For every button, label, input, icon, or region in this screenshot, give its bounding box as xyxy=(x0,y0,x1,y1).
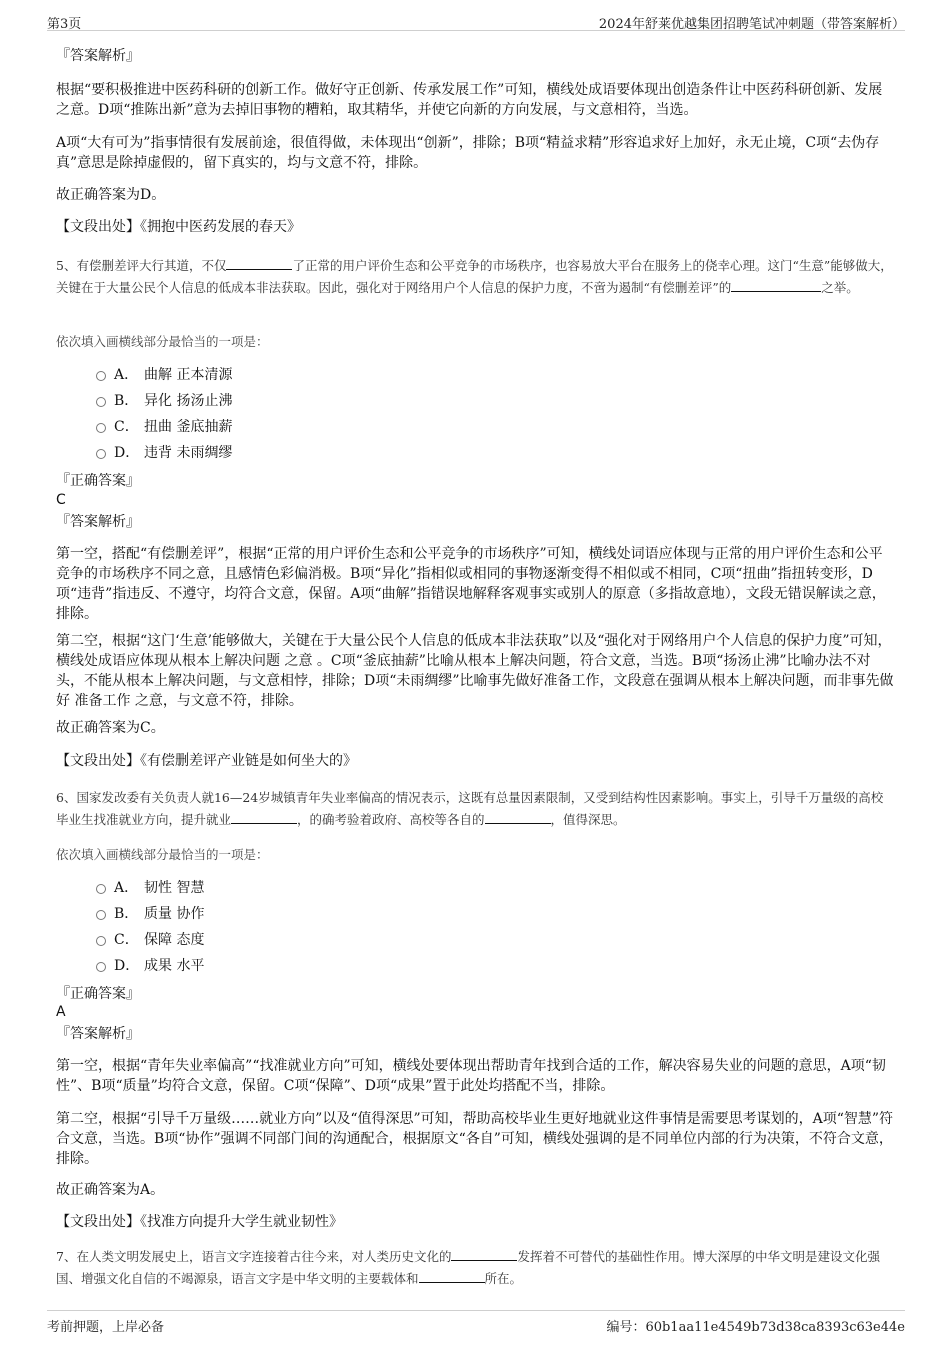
question-5-stem: 5、有偿删差评大行其道，不仅 了正常的用户评价生态和公平竞争的市场秩序，也容易放大平台在服务上的侥幸心理。这门“生意”能够做大，关键在于大量公民个人信息的低成本非法获取。因此，强化对于网络用户个人信息的保护力度，不啻为遏制“有偿删差评”的 之举。 xyxy=(56,258,893,295)
analysis-conclusion: 故正确答案为D。 xyxy=(56,187,166,203)
correct-answer-label: 『正确答案』 xyxy=(56,473,140,489)
question-6-stem: 6、国家发改委有关负责人就16—24岁城镇青年失业率偏高的情况表示，这既有总量因素限制，又受到结构性因素影响。事实上，引导千万量级的高校毕业生找准就业方向，提升就业 ，的确考验着政府、高校等各自的 ，值得深思。 xyxy=(56,790,884,827)
analysis-label: 『答案解析』 xyxy=(56,514,140,530)
option-c[interactable]: C． 扭曲 釜底抽薪 xyxy=(56,414,232,440)
radio-icon[interactable] xyxy=(96,910,106,920)
radio-icon[interactable] xyxy=(96,371,106,381)
fill-blank xyxy=(226,257,292,270)
fill-blank xyxy=(731,279,821,292)
option-a[interactable]: A． 韧性 智慧 xyxy=(56,875,204,901)
fill-blank xyxy=(419,1270,485,1283)
page-footer xyxy=(47,1310,905,1337)
analysis-label: 『答案解析』 xyxy=(56,48,140,64)
option-d[interactable]: D． 违背 未雨绸缪 xyxy=(56,440,232,466)
document-id: 编号：60b1aa11e4549b73d38ca8393c63e44e xyxy=(606,1320,905,1335)
question-instruction: 依次填入画横线部分最恰当的一项是： xyxy=(56,847,269,862)
analysis-paragraph: 第二空，根据“引导千万量级……就业方向”以及“值得深思”可知，帮助高校毕业生更好地就业这件事情是需要思考谋划的，A项“智慧”符合文意，当选。B项“协作”强调不同部门间的沟通配合，根据原文“各自”可知，横线处强调的是不同单位内部的行为决策，不符合文意，排除。 xyxy=(56,1111,894,1167)
radio-icon[interactable] xyxy=(96,884,106,894)
option-b[interactable]: B． 质量 协作 xyxy=(56,901,204,927)
analysis-paragraph: A项“大有可为”指事情很有发展前途，很值得做，未体现出“创新”，排除；B项“精益求精”形容追求好上加好，永无止境，C项“去伪存真”意思是除掉虚假的，留下真实的，均与文意不符，排除。 xyxy=(56,135,880,171)
radio-icon[interactable] xyxy=(96,397,106,407)
question-6-options xyxy=(56,875,204,979)
fill-blank xyxy=(231,811,297,824)
page-number: 第3页 xyxy=(47,17,82,32)
fill-blank xyxy=(485,811,551,824)
radio-icon[interactable] xyxy=(96,423,106,433)
question-7-stem: 7、在人类文明发展史上，语言文字连接着古往今来，对人类历史文化的 发挥着不可替代的基础性作用。博大深厚的中华文明是建设文化强国、增强文化自信的不竭源泉，语言文字是中华文明的主要载体和 所在。 xyxy=(56,1249,880,1286)
analysis-paragraph: 根据“要积极推进中医药科研的创新工作。做好守正创新、传承发展工作”可知，横线处成语要体现出创造条件让中医药科研创新、发展之意。D项“推陈出新”意为去掉旧事物的糟粕，取其精华，并使它向新的方向发展，与文意相符，当选。 xyxy=(56,82,883,118)
correct-answer: C xyxy=(56,492,66,508)
radio-icon[interactable] xyxy=(96,962,106,972)
document-title: 2024年舒莱优越集团招聘笔试冲刺题（带答案解析） xyxy=(598,17,905,32)
option-c[interactable]: C． 保障 态度 xyxy=(56,927,204,953)
page-header xyxy=(47,10,905,31)
option-a[interactable]: A． 曲解 正本清源 xyxy=(56,362,232,388)
analysis-conclusion: 故正确答案为C。 xyxy=(56,720,165,736)
correct-answer: A xyxy=(56,1004,66,1020)
analysis-paragraph: 第一空，根据“青年失业率偏高”“找准就业方向”可知，横线处要体现出帮助青年找到合适的工作，解决容易失业的问题的意思，A项“韧性”、B项“质量”均符合文意，保留。C项“保障”、D项“成果”置于此处均搭配不当，排除。 xyxy=(56,1058,886,1094)
analysis-paragraph: 第一空，搭配“有偿删差评”，根据“正常的用户评价生态和公平竞争的市场秩序”可知，横线处词语应体现与正常的用户评价生态和公平竞争的市场秩序不同之意，且感情色彩偏消极。B项“异化”指相似或相同的事物逐渐变得不相似或不相同，C项“扭曲”指扭转变形，D项“违背”指违反、不遵守，均符合文意，保留。A项“曲解”指错误地解释客观事实或别人的原意（多指故意地），文段无错误解读之意，排除。 xyxy=(56,546,886,622)
analysis-paragraph: 第二空，根据“这门‘生意’能够做大，关键在于大量公民个人信息的低成本非法获取”以及“强化对于网络用户个人信息的保护力度”可知，横线处成语应体现从根本上解决问题 之意 。C项“釜底抽薪”比喻从根本上解决问题，符合文意，当选。B项“扬汤止沸”比喻办法不对头，不能从根本上解决问题，与文意相悖，排除；D项“未雨绸缪”比喻事先做好准备工作，文段意在强调从根本上解决问题，而非事先做好 准备工作 之意，与文意不符，排除。 xyxy=(56,633,894,709)
option-d[interactable]: D． 成果 水平 xyxy=(56,953,204,979)
question-instruction: 依次填入画横线部分最恰当的一项是： xyxy=(56,334,269,349)
analysis-label: 『答案解析』 xyxy=(56,1026,140,1042)
question-5-options xyxy=(56,362,232,466)
source-citation: 【文段出处】《找准方向提升大学生就业韧性》 xyxy=(56,1214,343,1230)
correct-answer-label: 『正确答案』 xyxy=(56,986,140,1002)
radio-icon[interactable] xyxy=(96,449,106,459)
source-citation: 【文段出处】《拥抱中医药发展的春天》 xyxy=(56,219,301,235)
footer-slogan: 考前押题，上岸必备 xyxy=(47,1320,165,1335)
analysis-conclusion: 故正确答案为A。 xyxy=(56,1182,165,1198)
radio-icon[interactable] xyxy=(96,936,106,946)
fill-blank xyxy=(451,1248,517,1261)
source-citation: 【文段出处】《有偿删差评产业链是如何坐大的》 xyxy=(56,753,357,769)
option-b[interactable]: B． 异化 扬汤止沸 xyxy=(56,388,232,414)
